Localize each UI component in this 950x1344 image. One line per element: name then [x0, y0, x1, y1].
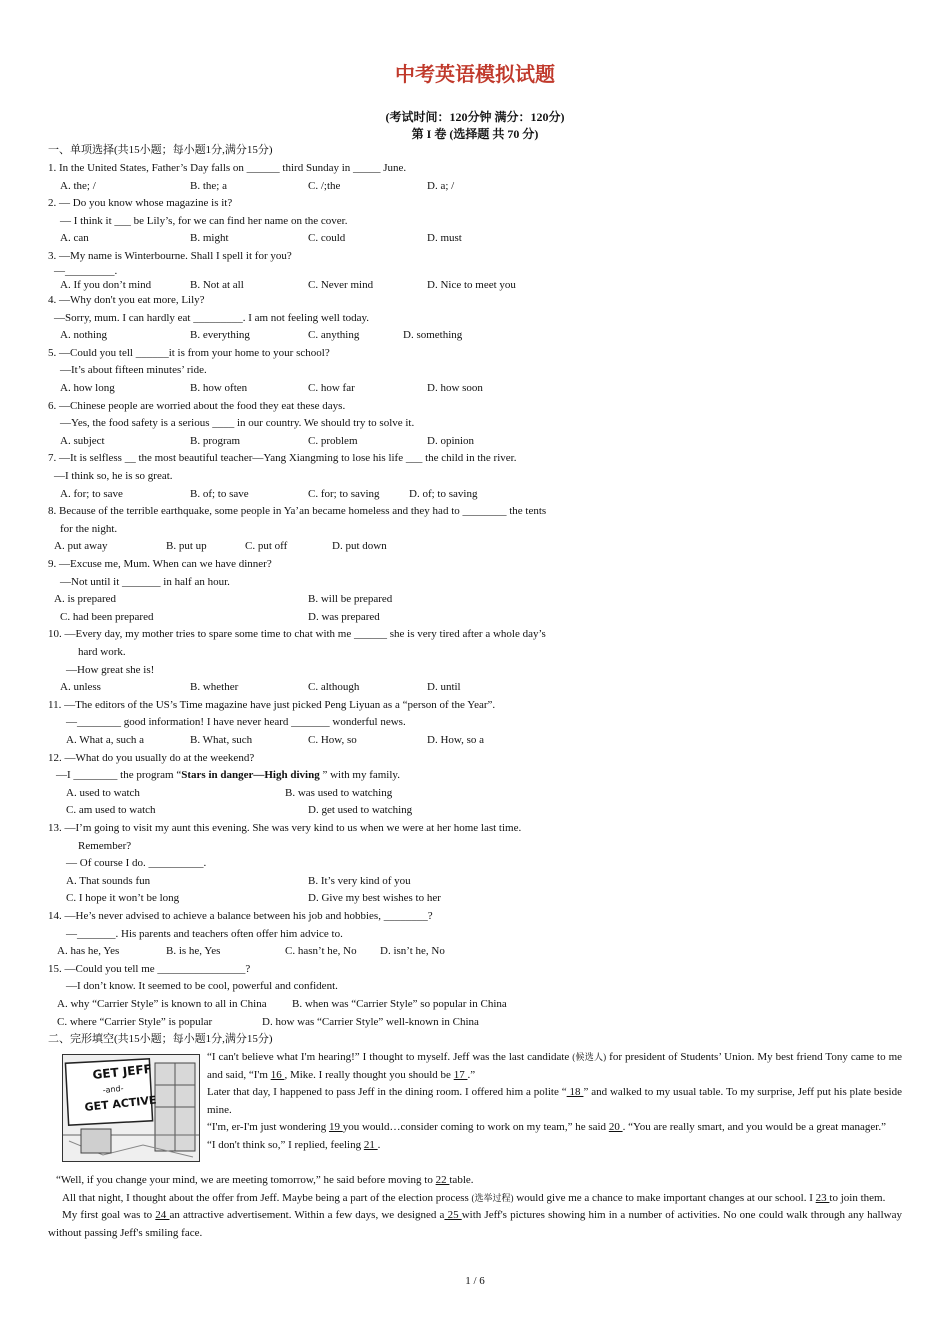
question-9: 9. —Excuse me, Mum. When can we have dinner? — [48, 558, 272, 570]
option-a: A. for; to save — [60, 488, 123, 500]
option-c: C. put off — [245, 540, 288, 552]
option-a: A. the; / — [60, 180, 96, 192]
illustration-text-2: -and- — [102, 1083, 124, 1095]
option-d: D. opinion — [427, 435, 475, 447]
passage-text: My first goal was to — [62, 1209, 156, 1222]
blank-16: 16 — [270, 1068, 285, 1081]
question-12-text-c: ” with my family. — [319, 769, 400, 781]
option-a: A. how long — [60, 382, 115, 394]
passage-text: . “You are really smart, and you would be a great manager.” — [622, 1121, 886, 1134]
chinese-gloss: (选举过程) — [471, 1192, 514, 1203]
option-b: B. put up — [166, 540, 207, 552]
option-c: C. how far — [308, 382, 355, 394]
question-12-line2 — [56, 768, 400, 782]
passage-text: would give me a chance to make important changes at our school. I — [513, 1191, 816, 1204]
option-a: A. That sounds fun — [66, 875, 151, 887]
option-b: B. when was “Carrier Style” so popular in China — [292, 998, 507, 1010]
option-c: C. How, so — [308, 734, 357, 746]
passage-text: table. — [449, 1174, 474, 1186]
question-5-line2: —It’s about fifteen minutes’ ride. — [60, 364, 207, 376]
question-12: 12. —What do you usually do at the weekend? — [48, 752, 255, 764]
question-13-line2: Remember? — [78, 840, 132, 852]
question-14: 14. —He’s never advised to achieve a balance between his job and hobbies, ________? — [48, 910, 433, 922]
option-d: D. until — [427, 681, 461, 693]
option-a: A. subject — [60, 435, 105, 447]
passage-text: “I don't think so,” I replied, feeling — [207, 1138, 364, 1151]
passage-text: “Well, if you change your mind, we are meeting tomorrow,” he said before moving to — [56, 1174, 436, 1186]
question-2: 2. — Do you know whose magazine is it? — [48, 197, 233, 209]
option-b: B. Not at all — [190, 279, 244, 291]
option-b: B. What, such — [190, 734, 253, 746]
passage-text: ” and walked to my usual table. To my surprise, Jeff put his plate beside mine. — [207, 1086, 902, 1116]
option-a: A. put away — [54, 540, 108, 552]
volume-heading: 第 I 卷 (选择题 共 70 分) — [411, 127, 539, 141]
question-13: 13. —I’m going to visit my aunt this evening. She was very kind to us when we were at her home last time. — [48, 822, 522, 834]
option-b: B. of; to save — [190, 488, 249, 500]
option-d: D. isn’t he, No — [380, 945, 445, 957]
question-15-line2: —I don’t know. It seemed to be cool, powerful and confident. — [66, 980, 338, 992]
option-c: C. hasn’t he, No — [285, 945, 357, 957]
option-c: C. had been prepared — [60, 611, 154, 623]
option-c: C. Never mind — [308, 279, 374, 291]
question-10-line3: —How great she is! — [66, 664, 155, 676]
question-1: 1. In the United States, Father’s Day falls on ______ third Sunday in _____ June. — [48, 162, 407, 174]
question-9-line2: —Not until it _______ in half an hour. — [60, 576, 230, 588]
passage-text: Later that day, I happened to pass Jeff in the dining room. I offered him a polite “ — [207, 1086, 567, 1099]
blank-17: 17 — [453, 1068, 468, 1081]
question-14-line2: —_______. His parents and teachers often offer him advice to. — [66, 928, 343, 940]
option-c: C. /;the — [308, 180, 341, 192]
passage-paragraph-5 — [48, 1172, 902, 1190]
blank-23: 23 — [815, 1191, 830, 1204]
question-8: 8. Because of the terrible earthquake, some people in Ya’an became homeless and they had to ________ the tents — [48, 505, 547, 517]
passage-paragraph-2 — [207, 1084, 902, 1119]
passage-text: All that night, I thought about the offer from Jeff. Maybe being a part of the election process — [62, 1191, 472, 1204]
blank-22: 22 — [435, 1174, 450, 1186]
option-d: D. was prepared — [308, 611, 380, 623]
question-10: 10. —Every day, my mother tries to spare some time to chat with me ______ she is very tired after a whole day’s — [48, 628, 546, 640]
passage-text: to join them. — [829, 1191, 886, 1204]
question-11: 11. —The editors of the US’s Time magazine have just picked Peng Liyuan as a “person of the Year”. — [48, 699, 496, 711]
option-a: A. If you don’t mind — [60, 279, 152, 291]
blank-24: 24 — [155, 1209, 170, 1222]
question-7: 7. —It is selfless __ the most beautiful teacher—Yang Xiangming to lose his life ___ the child in the river. — [48, 452, 517, 464]
option-b: B. was used to watching — [285, 787, 393, 799]
option-d: D. something — [403, 329, 463, 341]
option-d: D. How, so a — [427, 734, 485, 746]
question-4-line2: —Sorry, mum. I can hardly eat _________. I am not feeling well today. — [54, 312, 370, 324]
option-a: A. What a, such a — [66, 734, 144, 746]
passage-text: “I'm, er-I'm just wondering — [207, 1121, 329, 1134]
option-c: C. problem — [308, 435, 358, 447]
question-11-line2: —________ good information! I have never heard _______ wonderful news. — [66, 716, 406, 728]
blank-18: 18 — [566, 1086, 584, 1099]
blank-20: 20 — [608, 1121, 623, 1134]
passage-text: , Mike. I really thought you should be — [284, 1068, 454, 1081]
option-b: B. will be prepared — [308, 593, 393, 605]
passage-paragraph-1 — [207, 1049, 902, 1084]
passage-text: you would…consider coming to work on my team,” he said — [342, 1121, 609, 1134]
option-d: D. get used to watching — [308, 804, 413, 816]
blank-21: 21 — [363, 1138, 378, 1151]
passage-text: “I can't believe what I'm hearing!” I thought to myself. Jeff was the last candidate — [207, 1051, 573, 1063]
option-c: C. anything — [308, 329, 360, 341]
section1-heading: 一、单项选择(共15小题；每小题1分,满分15分) — [48, 144, 273, 156]
option-b: B. how often — [190, 382, 248, 394]
option-a: A. has he, Yes — [57, 945, 120, 957]
campaign-illustration — [62, 1054, 200, 1162]
option-a: A. nothing — [60, 329, 108, 341]
option-d: D. must — [427, 232, 462, 244]
question-3: 3. —My name is Winterbourne. Shall I spell it for you? — [48, 250, 292, 262]
page-number: 1 / 6 — [465, 1275, 485, 1287]
question-10-line2: hard work. — [78, 646, 126, 658]
illustration-text-3: GET ACTIVE — [83, 1093, 158, 1114]
chinese-gloss: (候选人) — [572, 1052, 607, 1062]
passage-paragraph-3 — [207, 1119, 902, 1137]
option-c: C. am used to watch — [66, 804, 156, 816]
question-8-line2: for the night. — [60, 523, 118, 535]
passage-right-block — [207, 1049, 902, 1155]
passage-text: an attractive advertisement. Within a few days, we designed a — [169, 1209, 445, 1222]
question-12-text-a: —I ________ the program “ — [56, 769, 182, 781]
blank-19: 19 — [328, 1121, 343, 1134]
passage-text: . — [377, 1138, 381, 1151]
section2-heading: 二、完形填空(共15小题；每小题1分,满分15分) — [48, 1033, 273, 1045]
option-b: B. It’s very kind of you — [308, 875, 411, 887]
option-a: A. used to watch — [66, 787, 140, 799]
passage-text: for president of Students’ Union. My best friend Tony came to me and said, “I'm — [207, 1051, 903, 1081]
question-6: 6. —Chinese people are worried about the food they eat these days. — [48, 400, 346, 412]
option-d: D. how was “Carrier Style” well-known in China — [262, 1016, 479, 1028]
option-b: B. might — [190, 232, 229, 244]
blank-25: 25 — [444, 1209, 462, 1222]
option-c: C. I hope it won’t be long — [66, 892, 180, 904]
question-6-line2: —Yes, the food safety is a serious ____ in our country. We should try to solve it. — [60, 417, 415, 429]
option-b: B. everything — [190, 329, 250, 341]
question-13-line3: — Of course I do. __________. — [66, 857, 207, 869]
question-2-line2: — I think it ___ be Lily’s, for we can find her name on the cover. — [60, 215, 348, 227]
program-name: Stars in danger—High diving — [181, 769, 320, 781]
option-c: C. although — [308, 681, 360, 693]
option-d: D. Give my best wishes to her — [308, 892, 441, 904]
passage-text: with Jeff's pictures showing him in a number of activities. No one could walk through any hallway without passing Jeff's smiling face. — [48, 1209, 902, 1239]
option-a: A. can — [60, 232, 89, 244]
option-b: B. whether — [190, 681, 239, 693]
campaign-drawing — [63, 1055, 199, 1161]
exam-info: (考试时间：120分钟 满分：120分) — [385, 110, 565, 124]
question-15: 15. —Could you tell me ________________? — [48, 963, 251, 975]
question-7-line2: —I think so, he is so great. — [54, 470, 173, 482]
question-4: 4. —Why don't you eat more, Lily? — [48, 294, 205, 306]
passage-paragraph-7 — [48, 1207, 902, 1242]
option-d: D. a; / — [427, 180, 455, 192]
question-3-line2: —_________. — [54, 265, 118, 277]
option-a: A. unless — [60, 681, 101, 693]
page-title: 中考英语模拟试题 — [395, 62, 555, 86]
option-c: C. where “Carrier Style” is popular — [57, 1016, 213, 1028]
option-a: A. why “Carrier Style” is known to all in China — [57, 998, 267, 1010]
option-b: B. program — [190, 435, 241, 447]
option-c: C. could — [308, 232, 346, 244]
option-a: A. is prepared — [54, 593, 117, 605]
option-d: D. how soon — [427, 382, 483, 394]
option-b: B. the; a — [190, 180, 227, 192]
passage-paragraph-4 — [207, 1137, 902, 1155]
option-b: B. is he, Yes — [166, 945, 221, 957]
option-d: D. put down — [332, 540, 387, 552]
question-5: 5. —Could you tell ______it is from your home to your school? — [48, 347, 330, 359]
passage-text: .” — [467, 1068, 476, 1081]
option-d: D. of; to saving — [409, 488, 478, 500]
passage-full-block — [48, 1172, 902, 1242]
option-d: D. Nice to meet you — [427, 279, 516, 291]
illustration-text-1: GET JEFF — [91, 1061, 153, 1082]
passage-paragraph-6 — [48, 1190, 902, 1208]
option-c: C. for; to saving — [308, 488, 380, 500]
